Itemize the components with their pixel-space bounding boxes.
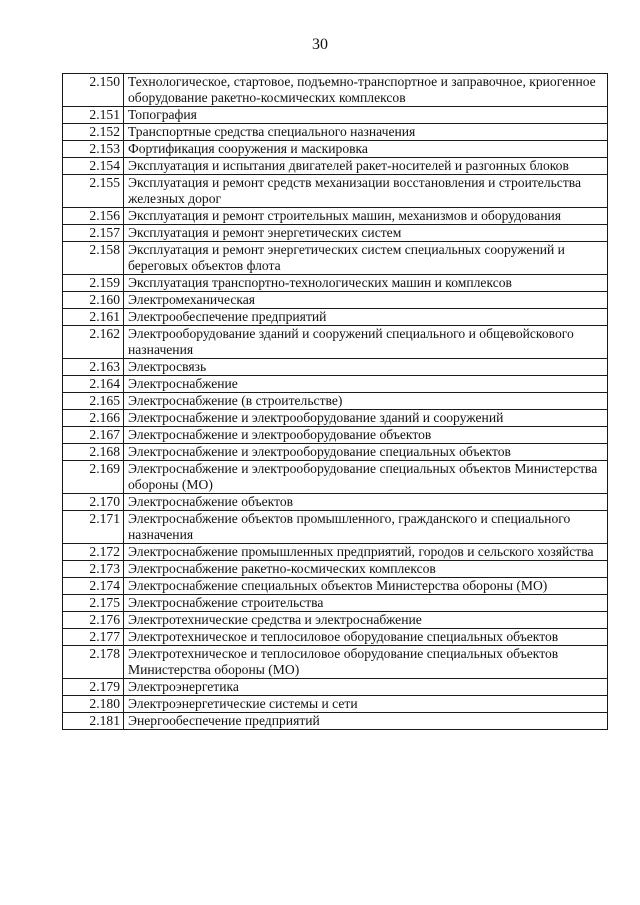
table-row: [63, 444, 608, 461]
specialty-name-cell: Эксплуатация и ремонт энергетических систем специальных сооружений и береговых объектов флота: [124, 242, 608, 275]
specialty-name-cell: Электроснабжение и электрооборудование специальных объектов: [124, 444, 608, 461]
table-row: [63, 696, 608, 713]
specialty-code-cell: 2.153: [63, 141, 124, 158]
specialty-name-cell: Технологическое, стартовое, подъемно-транспортное и заправочное, криогенное оборудование ракетно-космических комплексов: [124, 74, 608, 107]
specialty-code-cell: 2.173: [63, 561, 124, 578]
specialty-name-cell: Эксплуатация и ремонт энергетических систем: [124, 225, 608, 242]
table-row: [63, 494, 608, 511]
specialties-table-container: [62, 73, 608, 730]
specialty-name-cell: Электроснабжение (в строительстве): [124, 393, 608, 410]
specialty-name-cell: Электроснабжение: [124, 376, 608, 393]
specialty-code-cell: 2.179: [63, 679, 124, 696]
specialty-name-cell: Эксплуатация и ремонт средств механизации восстановления и строительства железных дорог: [124, 175, 608, 208]
table-row: [63, 461, 608, 494]
table-row: [63, 629, 608, 646]
specialty-code-cell: 2.163: [63, 359, 124, 376]
specialty-name-cell: Электроснабжение строительства: [124, 595, 608, 612]
table-row: [63, 309, 608, 326]
table-row: [63, 612, 608, 629]
specialty-code-cell: 2.170: [63, 494, 124, 511]
specialty-name-cell: Электротехническое и теплосиловое оборудование специальных объектов: [124, 629, 608, 646]
specialty-code-cell: 2.180: [63, 696, 124, 713]
table-row: [63, 124, 608, 141]
specialty-code-cell: 2.177: [63, 629, 124, 646]
specialty-name-cell: Эксплуатация и испытания двигателей ракет-носителей и разгонных блоков: [124, 158, 608, 175]
specialty-name-cell: Топография: [124, 107, 608, 124]
specialty-name-cell: Электроснабжение и электрооборудование зданий и сооружений: [124, 410, 608, 427]
table-row: [63, 292, 608, 309]
table-row: [63, 427, 608, 444]
specialty-name-cell: Фортификация сооружения и маскировка: [124, 141, 608, 158]
table-row: [63, 544, 608, 561]
table-row: [63, 561, 608, 578]
specialty-code-cell: 2.157: [63, 225, 124, 242]
specialty-name-cell: Электротехническое и теплосиловое оборудование специальных объектов Министерства обороны (МО): [124, 646, 608, 679]
specialty-code-cell: 2.169: [63, 461, 124, 494]
specialty-code-cell: 2.181: [63, 713, 124, 730]
specialty-name-cell: Электроэнергетика: [124, 679, 608, 696]
table-row: [63, 275, 608, 292]
table-row: [63, 175, 608, 208]
specialty-code-cell: 2.151: [63, 107, 124, 124]
table-row: [63, 359, 608, 376]
specialty-name-cell: Электросвязь: [124, 359, 608, 376]
specialty-code-cell: 2.160: [63, 292, 124, 309]
table-row: [63, 158, 608, 175]
specialty-code-cell: 2.162: [63, 326, 124, 359]
table-row: [63, 74, 608, 107]
specialty-code-cell: 2.172: [63, 544, 124, 561]
specialty-code-cell: 2.171: [63, 511, 124, 544]
table-row: [63, 208, 608, 225]
specialty-name-cell: Транспортные средства специального назначения: [124, 124, 608, 141]
specialty-name-cell: Электроснабжение объектов промышленного, гражданского и специального назначения: [124, 511, 608, 544]
table-row: [63, 393, 608, 410]
specialty-name-cell: Электрооборудование зданий и сооружений специального и общевойскового назначения: [124, 326, 608, 359]
table-row: [63, 326, 608, 359]
specialty-code-cell: 2.178: [63, 646, 124, 679]
specialty-code-cell: 2.154: [63, 158, 124, 175]
specialty-name-cell: Эксплуатация и ремонт строительных машин, механизмов и оборудования: [124, 208, 608, 225]
specialty-code-cell: 2.164: [63, 376, 124, 393]
specialty-code-cell: 2.159: [63, 275, 124, 292]
specialty-name-cell: Электротехнические средства и электроснабжение: [124, 612, 608, 629]
specialty-code-cell: 2.158: [63, 242, 124, 275]
specialty-code-cell: 2.175: [63, 595, 124, 612]
specialty-code-cell: 2.167: [63, 427, 124, 444]
specialty-name-cell: Электроснабжение специальных объектов Министерства обороны (МО): [124, 578, 608, 595]
specialty-code-cell: 2.174: [63, 578, 124, 595]
table-row: [63, 713, 608, 730]
specialty-name-cell: Энергообеспечение предприятий: [124, 713, 608, 730]
table-row: [63, 410, 608, 427]
table-row: [63, 679, 608, 696]
specialty-code-cell: 2.150: [63, 74, 124, 107]
specialty-code-cell: 2.156: [63, 208, 124, 225]
specialty-name-cell: Электроснабжение промышленных предприятий, городов и сельского хозяйства: [124, 544, 608, 561]
table-row: [63, 578, 608, 595]
table-row: [63, 242, 608, 275]
specialties-table-body: [63, 74, 608, 730]
specialty-name-cell: Эксплуатация транспортно-технологических машин и комплексов: [124, 275, 608, 292]
specialties-table: [62, 73, 608, 730]
specialty-code-cell: 2.165: [63, 393, 124, 410]
table-row: [63, 646, 608, 679]
specialty-code-cell: 2.168: [63, 444, 124, 461]
specialty-name-cell: Электроэнергетические системы и сети: [124, 696, 608, 713]
specialty-name-cell: Электроснабжение и электрооборудование специальных объектов Министерства обороны (МО): [124, 461, 608, 494]
specialty-name-cell: Электроснабжение ракетно-космических комплексов: [124, 561, 608, 578]
table-row: [63, 511, 608, 544]
specialty-name-cell: Электроснабжение и электрооборудование объектов: [124, 427, 608, 444]
specialty-name-cell: Электромеханическая: [124, 292, 608, 309]
table-row: [63, 376, 608, 393]
specialty-code-cell: 2.155: [63, 175, 124, 208]
specialty-code-cell: 2.152: [63, 124, 124, 141]
page-number: 30: [312, 36, 328, 53]
specialty-code-cell: 2.166: [63, 410, 124, 427]
specialty-code-cell: 2.176: [63, 612, 124, 629]
specialty-name-cell: Электроснабжение объектов: [124, 494, 608, 511]
table-row: [63, 595, 608, 612]
specialty-code-cell: 2.161: [63, 309, 124, 326]
table-row: [63, 141, 608, 158]
specialty-name-cell: Электрообеспечение предприятий: [124, 309, 608, 326]
table-row: [63, 107, 608, 124]
table-row: [63, 225, 608, 242]
